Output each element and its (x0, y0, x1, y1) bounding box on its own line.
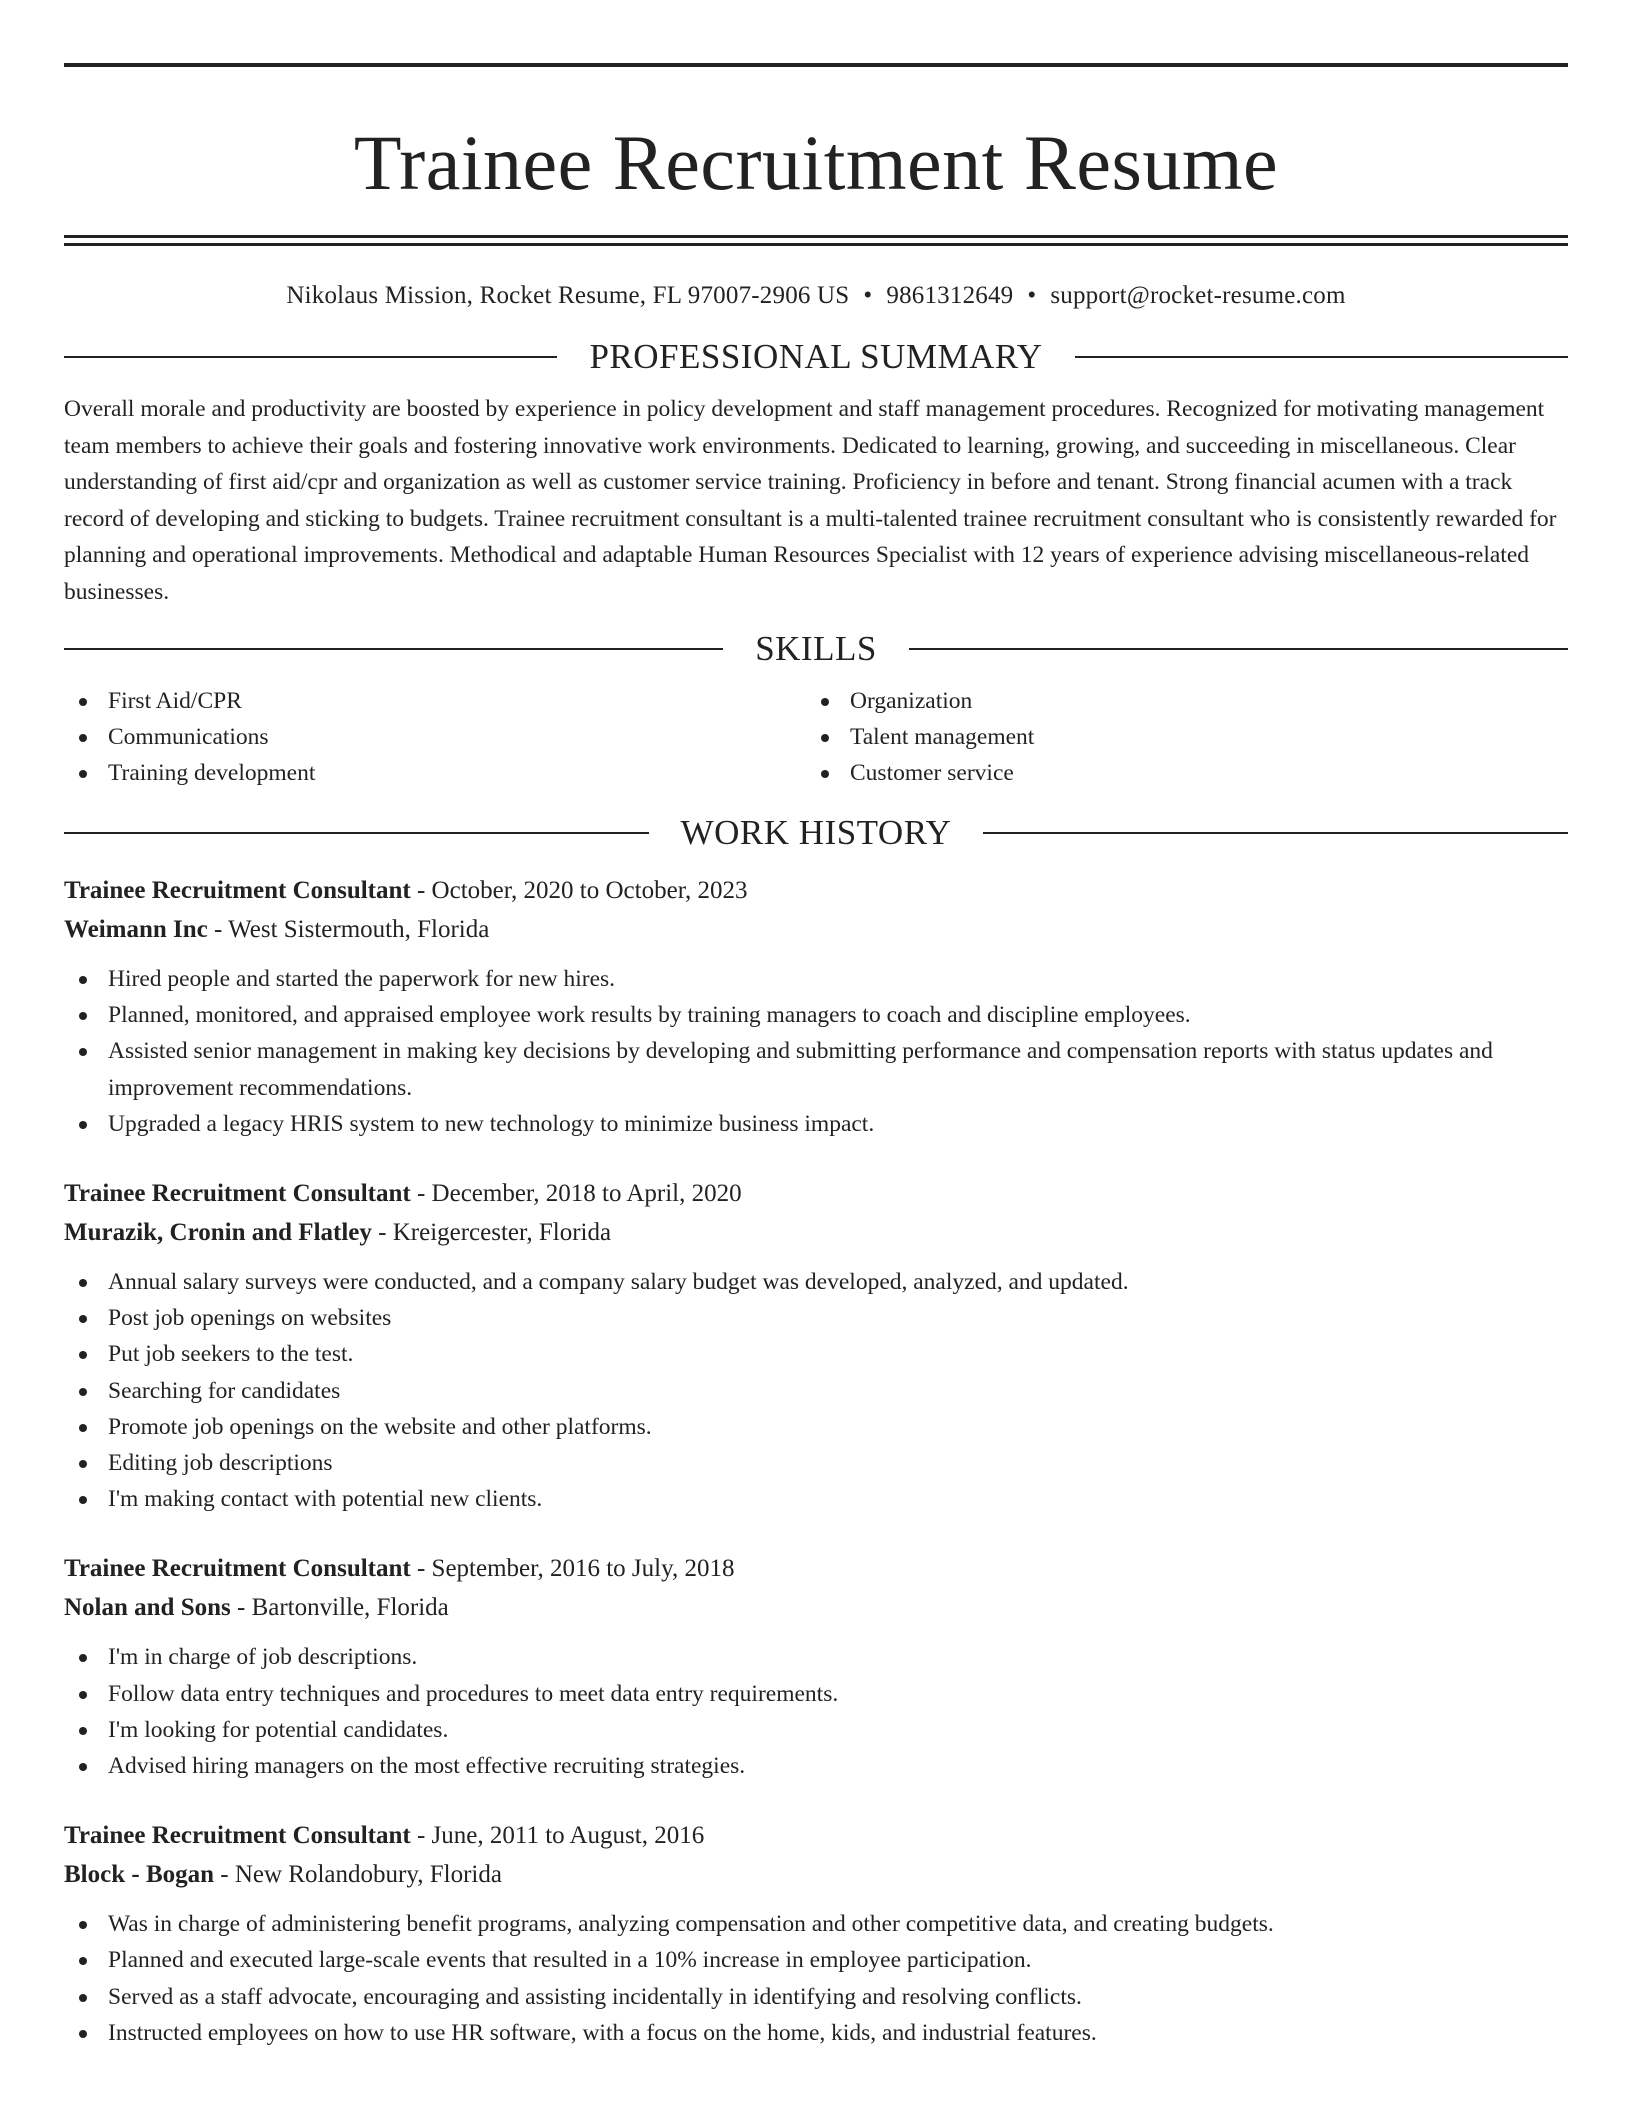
job-location: - Kreigercester, Florida (371, 1219, 612, 1247)
job-bullet: Editing job descriptions (64, 1445, 1568, 1481)
job-title: Trainee Recruitment Consultant (64, 1180, 411, 1208)
summary-heading-label: PROFESSIONAL SUMMARY (589, 337, 1043, 376)
job-bullets (64, 961, 1568, 1142)
job-company-line (64, 1588, 1568, 1627)
job-company-line (64, 1213, 1568, 1252)
job-dates: - June, 2011 to August, 2016 (410, 1822, 705, 1850)
job-bullet: Instructed employees on how to use HR software, with a focus on the home, kids, and industrial features. (64, 2015, 1568, 2051)
job-dates: - December, 2018 to April, 2020 (410, 1180, 742, 1208)
job-entry (64, 1816, 1568, 2051)
job-company-line (64, 1855, 1568, 1894)
summary-heading (64, 335, 1568, 379)
skills-column-left (64, 683, 806, 791)
job-bullet: Advised hiring managers on the most effective recruiting strategies. (64, 1748, 1568, 1784)
job-dates: - September, 2016 to July, 2018 (410, 1555, 735, 1583)
heading-rule-left (64, 832, 649, 834)
skill-item: First Aid/CPR (64, 683, 806, 719)
skills-list-left (64, 683, 806, 791)
skills-heading-label: SKILLS (755, 629, 877, 668)
job-bullet: I'm looking for potential candidates. (64, 1712, 1568, 1748)
summary-text: Overall morale and productivity are boosted by experience in policy development and staff management procedures. Recognized for motivating management team members to achieve their goals and fostering innovative work environments. Dedicated to learning, growing, and succeeding in miscellaneous. Clear understanding of first aid/cpr and organization as well as customer service training. Proficiency in before and tenant. Strong financial acumen with a track record of developing and sticking to budgets. Trainee recruitment consultant is a multi-talented trainee recruitment consultant who is consistently rewarded for planning and operational improvements. Methodical and adaptable Human Resources Specialist with 12 years of experience advising miscellaneous-related businesses. (64, 396, 1557, 605)
job-bullets (64, 1264, 1568, 1517)
skills-list-right (806, 683, 1548, 791)
job-bullet: I'm in charge of job descriptions. (64, 1639, 1568, 1675)
job-bullet: Planned, monitored, and appraised employee work results by training managers to coach and discipline employees. (64, 997, 1568, 1033)
job-title-line (64, 1174, 1568, 1213)
job-dates: - October, 2020 to October, 2023 (410, 877, 748, 904)
job-bullet: Put job seekers to the test. (64, 1336, 1568, 1372)
heading-rule-left (64, 648, 723, 650)
job-entry (64, 1174, 1568, 1517)
job-company-line (64, 910, 1568, 949)
job-bullets (64, 1906, 1568, 2051)
job-company: Weimann Inc (64, 916, 208, 943)
contact-phone: 9861312649 (886, 282, 1014, 309)
job-bullet: Post job openings on websites (64, 1300, 1568, 1336)
heading-rule-right (983, 832, 1568, 834)
job-bullet: Upgraded a legacy HRIS system to new technology to minimize business impact. (64, 1106, 1568, 1142)
work-heading (64, 811, 1568, 855)
job-bullet: Was in charge of administering benefit programs, analyzing compensation and other competitive data, and creating budgets. (64, 1906, 1568, 1942)
job-entry (64, 1549, 1568, 1784)
job-title: Trainee Recruitment Consultant (64, 1555, 411, 1583)
top-rule (64, 63, 1568, 67)
heading-rule-left (64, 356, 557, 358)
job-bullet: Promote job openings on the website and other platforms. (64, 1409, 1568, 1445)
job-location: - Bartonville, Florida (230, 1594, 449, 1622)
skill-item: Customer service (806, 755, 1548, 791)
job-bullet: Hired people and started the paperwork for new hires. (64, 961, 1568, 997)
work-heading-label: WORK HISTORY (680, 813, 952, 852)
job-bullet: I'm making contact with potential new clients. (64, 1481, 1568, 1517)
heading-rule-right (1075, 356, 1568, 358)
skill-item: Training development (64, 755, 806, 791)
job-title: Trainee Recruitment Consultant (64, 877, 411, 904)
job-bullets (64, 1639, 1568, 1784)
job-location: - West Sistermouth, Florida (207, 916, 490, 943)
job-title: Trainee Recruitment Consultant (64, 1822, 411, 1850)
skill-item: Communications (64, 719, 806, 755)
job-company: Murazik, Cronin and Flatley (64, 1219, 372, 1247)
title-double-rule (64, 235, 1568, 246)
job-bullet: Annual salary surveys were conducted, and a company salary budget was developed, analyzed, and updated. (64, 1264, 1568, 1300)
skills-column-right (806, 683, 1548, 791)
job-location: - New Rolandobury, Florida (214, 1861, 502, 1889)
job-bullet: Assisted senior management in making key decisions by developing and submitting performance and compensation reports with status updates and improvement recommendations. (64, 1033, 1568, 1105)
job-bullet: Searching for candidates (64, 1373, 1568, 1409)
job-bullet: Served as a staff advocate, encouraging and assisting incidentally in identifying and resolving conflicts. (64, 1979, 1568, 2015)
contact-line (64, 280, 1568, 312)
skill-item: Organization (806, 683, 1548, 719)
job-title-line (64, 1549, 1568, 1588)
job-company: Nolan and Sons (64, 1594, 231, 1622)
skills-heading (64, 627, 1568, 671)
job-title-line (64, 871, 1568, 910)
job-bullet: Planned and executed large-scale events that resulted in a 10% increase in employee participation. (64, 1942, 1568, 1978)
contact-address: Nikolaus Mission, Rocket Resume, FL 97007-2906 US (286, 282, 850, 309)
resume-page (64, 0, 1568, 2051)
contact-separator: • (1027, 282, 1037, 309)
heading-rule-right (909, 648, 1568, 650)
contact-email: support@rocket-resume.com (1050, 282, 1346, 309)
job-bullet: Follow data entry techniques and procedures to meet data entry requirements. (64, 1676, 1568, 1712)
resume-title: Trainee Recruitment Resume (353, 119, 1279, 206)
job-title-line (64, 1816, 1568, 1855)
job-entry (64, 871, 1568, 1142)
skills-grid (64, 683, 1568, 791)
skill-item: Talent management (806, 719, 1548, 755)
contact-separator: • (863, 282, 873, 309)
job-company: Block - Bogan (64, 1861, 215, 1889)
